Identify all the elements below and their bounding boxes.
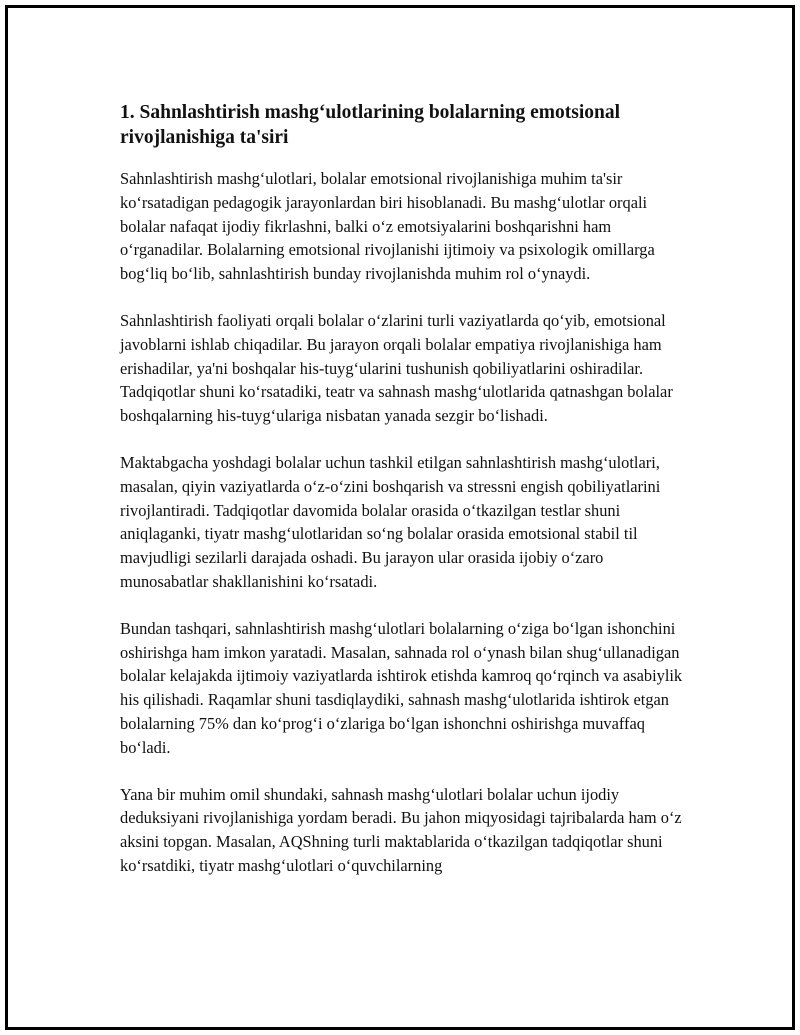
paragraph-3: Maktabgacha yoshdagi bolalar uchun tashkil etilgan sahnlashtirish mashg‘ulotlari, masalan, qiyin vaziyatlarda o‘z-o‘zini boshqarish va stressni engish qobiliyatlarini rivojlantiradi. Tadqiqotlar davomida bolalar orasida o‘tkazilgan testlar shuni aniqlaganki, tiyatr mashg‘ulotlaridan so‘ng bolalar orasida emotsional stabil til mavjudligi sezilarli darajada oshadi. Bu jarayon ular orasida ijobiy o‘zaro munosabatlar shakllanishini ko‘rsatadi. bbox=[120, 452, 661, 591]
paragraph-5: Yana bir muhim omil shundaki, sahnash mashg‘ulotlari bolalar uchun ijodiy deduksiyani rivojlanishiga yordam beradi. Bu jahon miqyosidagi tajribalarda ham o‘z aksini topgan. Masalan, AQShning turli maktablarida o‘tkazilgan tadqiqotlar shuni ko‘rsatdiki, tiyatr mashg‘ulotlari o‘quvchilarning bbox=[120, 784, 682, 875]
document-body bbox=[120, 100, 695, 901]
page-frame bbox=[5, 5, 795, 1030]
paragraph-4: Bundan tashqari, sahnlashtirish mashg‘ulotlari bolalarning o‘ziga bo‘lgan ishonchini oshirishga ham imkon yaratadi. Masalan, sahnada rol o‘ynash bilan shug‘ullanadigan bolalar kelajakda ijtimoiy vaziyatlarda ishtirok etishda kamroq qo‘rqinch va asabiylik his qilishadi. Raqamlar shuni tasdiqlaydiki, sahnash mashg‘ulotlarida ishtirok etgan bolalarning 75% dan ko‘prog‘i o‘zlariga bo‘lgan ishonchni oshirishga muvaffaq bo‘ladi. bbox=[120, 618, 683, 757]
paragraph-2: Sahnlashtirish faoliyati orqali bolalar o‘zlarini turli vaziyatlarda qo‘yib, emotsional javoblarni ishlab chiqadilar. Bu jarayon orqali bolalar empatiya rivojlanishiga ham erishadilar, ya'ni boshqalar his-tuyg‘ularini tushunish qobiliyatlarini oshiradilar. Tadqiqotlar shuni ko‘rsatadiki, teatr va sahnash mashg‘ulotlarida qatnashgan bolalar boshqalarning his-tuyg‘ulariga nisbatan yanada sezgir bo‘lishadi. bbox=[120, 310, 673, 426]
section-title: 1. Sahnlashtirish mashg‘ulotlarining bolalarning emotsional rivojlanishiga ta'siri bbox=[120, 102, 621, 148]
paragraph-1: Sahnlashtirish mashg‘ulotlari, bolalar emotsional rivojlanishiga muhim ta'sir ko‘rsatadigan pedagogik jarayonlardan biri hisoblanadi. Bu mashg‘ulotlar orqali bolalar nafaqat ijodiy fikrlashni, balki o‘z emotsiyalarini boshqarishni ham o‘rganadilar. Bolalarning emotsional rivojlanishi ijtimoiy va psixologik omillarga bog‘liq bo‘lib, sahnlashtirish bunday rivojlanishda muhim rol o‘ynaydi. bbox=[120, 169, 655, 284]
